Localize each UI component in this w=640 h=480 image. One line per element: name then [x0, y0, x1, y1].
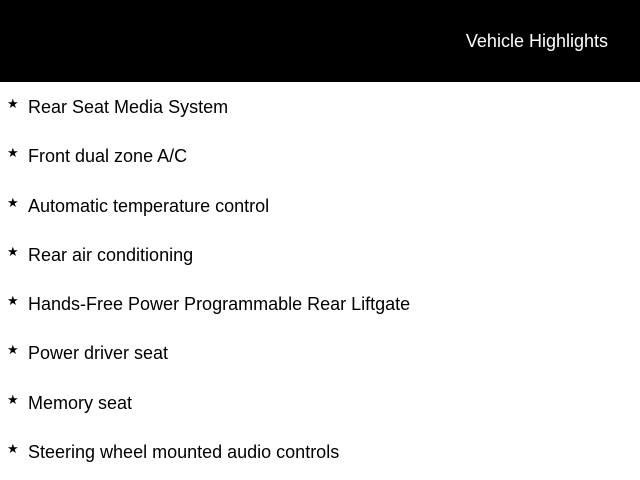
highlight-label: Rear air conditioning: [28, 244, 194, 265]
list-item: [0, 181, 640, 230]
header-bar: [0, 0, 640, 82]
list-item: [0, 427, 640, 476]
highlight-label: Front dual zone A/C: [28, 146, 188, 167]
highlights-list: [0, 82, 640, 476]
highlight-label: Power driver seat: [28, 343, 169, 364]
page-title: Vehicle Highlights: [465, 31, 608, 51]
star-icon: ★: [7, 391, 19, 407]
list-item: [0, 230, 640, 279]
list-item: [0, 378, 640, 427]
list-item: [0, 328, 640, 377]
star-icon: ★: [7, 243, 19, 259]
star-icon: ★: [7, 441, 19, 457]
highlight-label: Steering wheel mounted audio controls: [28, 442, 340, 463]
highlight-label: Automatic temperature control: [28, 195, 270, 216]
highlight-label: Hands-Free Power Programmable Rear Liftgate: [28, 294, 411, 315]
list-item: [0, 279, 640, 328]
list-item: [0, 131, 640, 180]
star-icon: ★: [7, 194, 19, 210]
star-icon: ★: [7, 342, 19, 358]
highlight-label: Rear Seat Media System: [28, 97, 229, 117]
star-icon: ★: [7, 96, 19, 111]
highlight-label: Memory seat: [28, 392, 133, 413]
star-icon: ★: [7, 145, 19, 161]
list-item: [0, 82, 640, 131]
star-icon: ★: [7, 293, 19, 309]
